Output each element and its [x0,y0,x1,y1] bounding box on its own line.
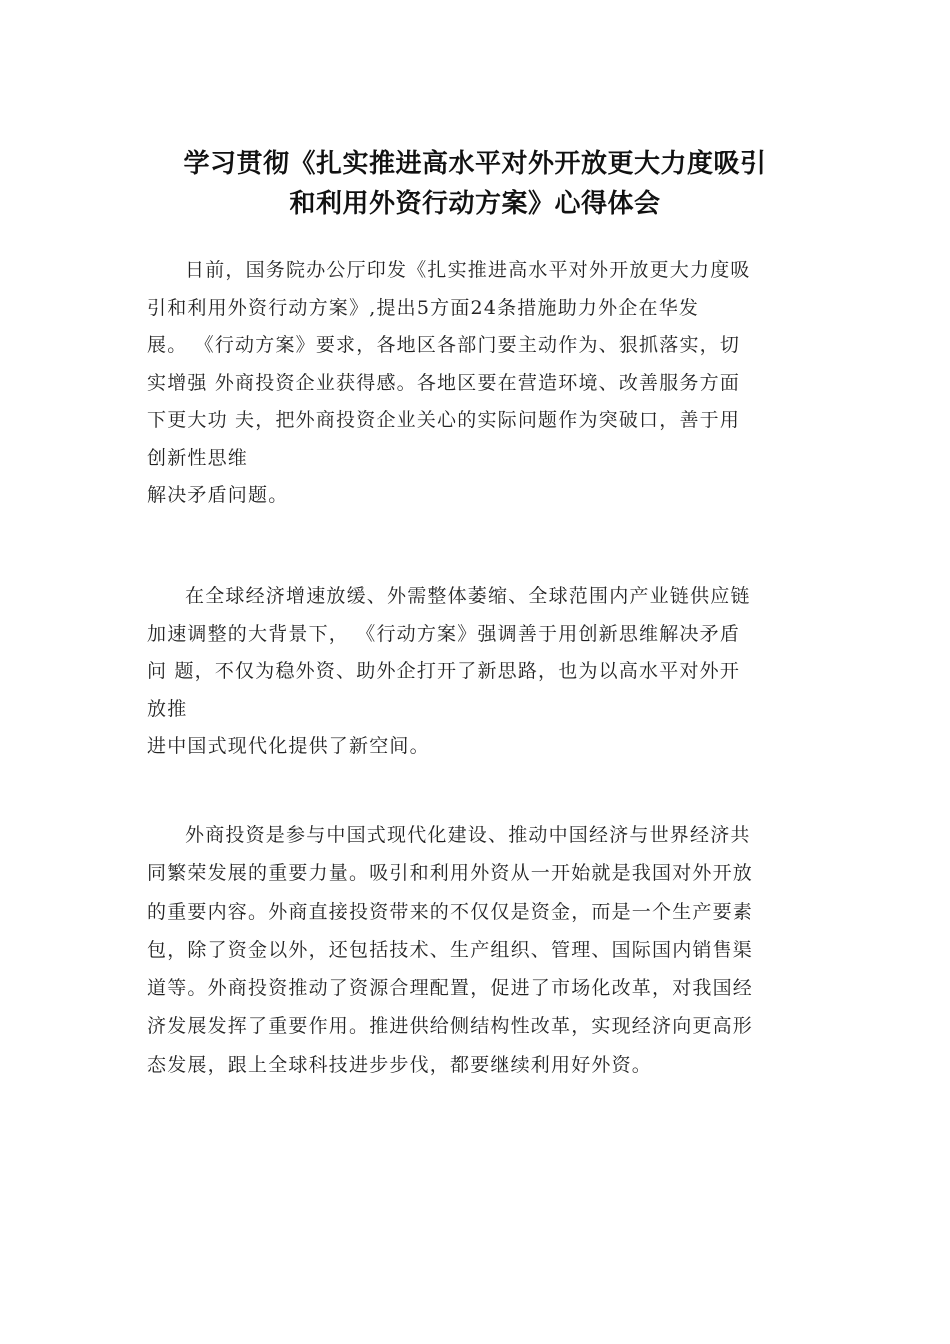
paragraph-2 [147,578,807,766]
paragraph-line: 下更大功 夫，把外商投资企业关心的实际问题作为突破口，善于用 [147,409,741,431]
paragraph-line: 的重要内容。外商直接投资带来的不仅仅是资金，而是一个生产要素 [147,900,754,923]
paragraph-line: 同繁荣发展的重要力量。吸引和利用外资从一开始就是我国对外开放 [147,862,754,885]
paragraph-line: 引和利用外资行动方案》,提出5方面24条措施助力外企在华发 [147,296,700,319]
paragraph-line: 态发展，跟上全球科技进步步伐，都要继续利用好外资。 [147,1053,653,1076]
title-line: 和利用外资行动方案》心得体会 [289,189,661,219]
paragraph-line: 展。 《行动方案》要求，各地区各部门要主动作为、狠抓落实，切 [147,334,741,356]
paragraph-line: 实增强 外商投资企业获得感。各地区要在营造环境、改善服务方面 [147,371,741,394]
paragraph-1 [147,252,807,515]
paragraph-line: 创新性思维 [147,446,249,469]
document-title [120,144,830,224]
paragraph-line: 日前，国务院办公厅印发《扎实推进高水平对外开放更大力度吸 [185,259,751,281]
paragraph-line: 在全球经济增速放缓、外需整体萎缩、全球范围内产业链供应链 [185,585,751,607]
paragraph-line: 济发展发挥了重要作用。推进供给侧结构性改革，实现经济向更高形 [147,1015,754,1038]
title-line: 学习贯彻《扎实推进高水平对外开放更大力度吸引 [183,149,767,179]
paragraph-line: 加速调整的大背景下， 《行动方案》强调善于用创新思维解决矛盾 [147,622,741,645]
paragraph-line: 进中国式现代化提供了新空间。 [147,735,430,757]
paragraph-line: 道等。外商投资推动了资源合理配置，促进了市场化改革，对我国经 [147,977,754,1000]
paragraph-line: 放推 [147,697,188,720]
paragraph-line: 外商投资是参与中国式现代化建设、推动中国经济与世界经济共 [185,824,751,846]
paragraph-line: 包，除了资金以外，还包括技术、生产组织、管理、国际国内销售渠 [147,938,754,961]
paragraph-line: 解决矛盾问题。 [147,484,289,506]
paragraph-3 [147,816,807,1084]
paragraph-line: 问 题，不仅为稳外资、助外企打开了新思路，也为以高水平对外开 [147,660,741,682]
